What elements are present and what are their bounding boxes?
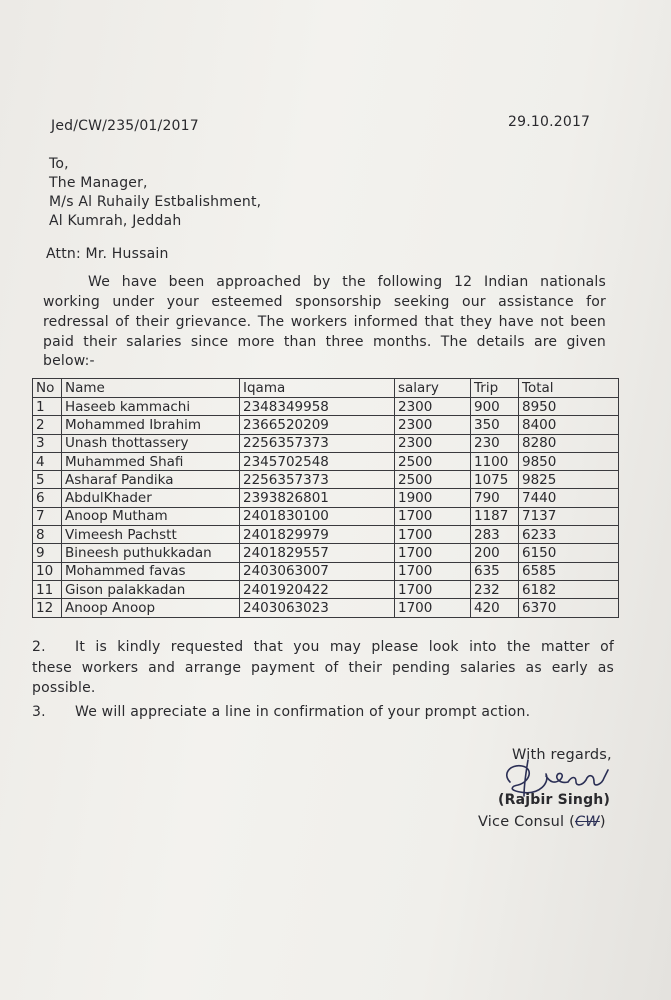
paragraph-line: We will appreciate a line in confirmation of your prompt action.: [75, 704, 531, 720]
table-cell-total: 9850: [519, 452, 619, 470]
intro-line: paid their salaries since more than three months. The details are given: [43, 334, 606, 350]
table-cell-iqama: 2256357373: [240, 471, 395, 489]
table-cell-name: Gison palakkadan: [62, 580, 240, 598]
worker-table: [32, 378, 619, 618]
table-cell-no: 2: [33, 416, 62, 434]
table-cell-salary: 2500: [395, 471, 471, 489]
table-cell-total: 7137: [519, 507, 619, 525]
addressee-line: M/s Al Ruhaily Estbalishment,: [49, 194, 262, 210]
table-cell-name: Haseeb kammachi: [62, 398, 240, 416]
table-cell-salary: 1700: [395, 562, 471, 580]
paragraph-line: these workers and arrange payment of their pending salaries as early as: [32, 660, 614, 676]
reference-number: Jed/CW/235/01/2017: [51, 118, 199, 134]
table-cell-salary: 1900: [395, 489, 471, 507]
paragraph-line: possible.: [32, 680, 96, 696]
intro-line: below:-: [43, 353, 95, 369]
table-cell-total: 8950: [519, 398, 619, 416]
table-row: [33, 434, 619, 452]
table-cell-iqama: 2401830100: [240, 507, 395, 525]
table-cell-iqama: 2401829979: [240, 526, 395, 544]
table-row: [33, 599, 619, 617]
table-cell-name: Unash thottassery: [62, 434, 240, 452]
attention-line: Attn: Mr. Hussain: [46, 246, 169, 262]
table-cell-salary: 2500: [395, 452, 471, 470]
table-cell-no: 12: [33, 599, 62, 617]
table-row: [33, 471, 619, 489]
table-cell-no: 5: [33, 471, 62, 489]
table-cell-trip: 420: [471, 599, 519, 617]
table-row: [33, 526, 619, 544]
table-cell-total: 7440: [519, 489, 619, 507]
table-row: [33, 452, 619, 470]
table-row: [33, 562, 619, 580]
table-cell-iqama: 2345702548: [240, 452, 395, 470]
table-cell-trip: 230: [471, 434, 519, 452]
table-row: [33, 507, 619, 525]
table-cell-salary: 1700: [395, 580, 471, 598]
addressee-line: The Manager,: [49, 175, 148, 191]
table-cell-trip: 1100: [471, 452, 519, 470]
table-cell-iqama: 2401920422: [240, 580, 395, 598]
table-row: [33, 489, 619, 507]
table-cell-iqama: 2348349958: [240, 398, 395, 416]
table-cell-trip: 1187: [471, 507, 519, 525]
table-cell-iqama: 2366520209: [240, 416, 395, 434]
table-cell-iqama: 2256357373: [240, 434, 395, 452]
cw-stamp: CW: [574, 814, 600, 830]
column-header: salary: [395, 379, 471, 398]
table-cell-trip: 200: [471, 544, 519, 562]
signatory-title: [478, 812, 606, 832]
table-cell-no: 9: [33, 544, 62, 562]
title-suffix: ): [599, 814, 606, 830]
table-cell-name: Mohammed Ibrahim: [62, 416, 240, 434]
table-cell-no: 11: [33, 580, 62, 598]
table-cell-no: 7: [33, 507, 62, 525]
intro-line: We have been approached by the following 12 Indian nationals: [88, 274, 606, 290]
table-cell-trip: 1075: [471, 471, 519, 489]
table-cell-total: 8400: [519, 416, 619, 434]
table-cell-total: 6150: [519, 544, 619, 562]
table-cell-iqama: 2403063007: [240, 562, 395, 580]
table-cell-name: Vimeesh Pachstt: [62, 526, 240, 544]
intro-line: redressal of their grievance. The workers informed that they have not been: [43, 314, 606, 330]
table-cell-name: Bineesh puthukkadan: [62, 544, 240, 562]
table-cell-trip: 232: [471, 580, 519, 598]
column-header: No: [33, 379, 62, 398]
table-cell-total: 6182: [519, 580, 619, 598]
table-cell-salary: 1700: [395, 599, 471, 617]
table-cell-trip: 790: [471, 489, 519, 507]
table-cell-name: Anoop Mutham: [62, 507, 240, 525]
table-cell-total: 6585: [519, 562, 619, 580]
signatory-name: (Rajbir Singh): [498, 792, 611, 808]
table-cell-name: AbdulKhader: [62, 489, 240, 507]
table-row: [33, 580, 619, 598]
column-header: Iqama: [240, 379, 395, 398]
letter-date: 29.10.2017: [508, 114, 591, 130]
table-cell-salary: 2300: [395, 398, 471, 416]
table-cell-trip: 283: [471, 526, 519, 544]
paragraph-number: 2.: [32, 639, 46, 655]
table-cell-trip: 900: [471, 398, 519, 416]
table-header-row: [33, 379, 619, 398]
table-body: [33, 398, 619, 618]
table-cell-trip: 350: [471, 416, 519, 434]
table-cell-salary: 2300: [395, 416, 471, 434]
table-cell-name: Mohammed favas: [62, 562, 240, 580]
table-row: [33, 398, 619, 416]
table-cell-total: 9825: [519, 471, 619, 489]
table-cell-no: 6: [33, 489, 62, 507]
to-line: To,: [49, 156, 69, 172]
table-cell-no: 4: [33, 452, 62, 470]
table-row: [33, 416, 619, 434]
column-header: Name: [62, 379, 240, 398]
closing-regards: With regards,: [512, 747, 612, 763]
table-cell-trip: 635: [471, 562, 519, 580]
table-cell-total: 6370: [519, 599, 619, 617]
table-cell-iqama: 2401829557: [240, 544, 395, 562]
table-cell-total: 6233: [519, 526, 619, 544]
paragraph-number: 3.: [32, 704, 46, 720]
addressee-line: Al Kumrah, Jeddah: [49, 213, 182, 229]
table-cell-name: Muhammed Shafi: [62, 452, 240, 470]
table-cell-salary: 2300: [395, 434, 471, 452]
table-row: [33, 544, 619, 562]
paragraph-line: It is kindly requested that you may please look into the matter of: [75, 639, 614, 655]
table-cell-no: 3: [33, 434, 62, 452]
table-cell-no: 1: [33, 398, 62, 416]
title-prefix: Vice Consul (: [478, 814, 575, 830]
table-cell-no: 8: [33, 526, 62, 544]
column-header: Trip: [471, 379, 519, 398]
table-cell-iqama: 2403063023: [240, 599, 395, 617]
table-cell-salary: 1700: [395, 526, 471, 544]
table-cell-name: Anoop Anoop: [62, 599, 240, 617]
table-cell-no: 10: [33, 562, 62, 580]
intro-line: working under your esteemed sponsorship seeking our assistance for: [43, 294, 606, 310]
table-cell-total: 8280: [519, 434, 619, 452]
table-cell-name: Asharaf Pandika: [62, 471, 240, 489]
column-header: Total: [519, 379, 619, 398]
table-cell-iqama: 2393826801: [240, 489, 395, 507]
table-cell-salary: 1700: [395, 544, 471, 562]
table-cell-salary: 1700: [395, 507, 471, 525]
